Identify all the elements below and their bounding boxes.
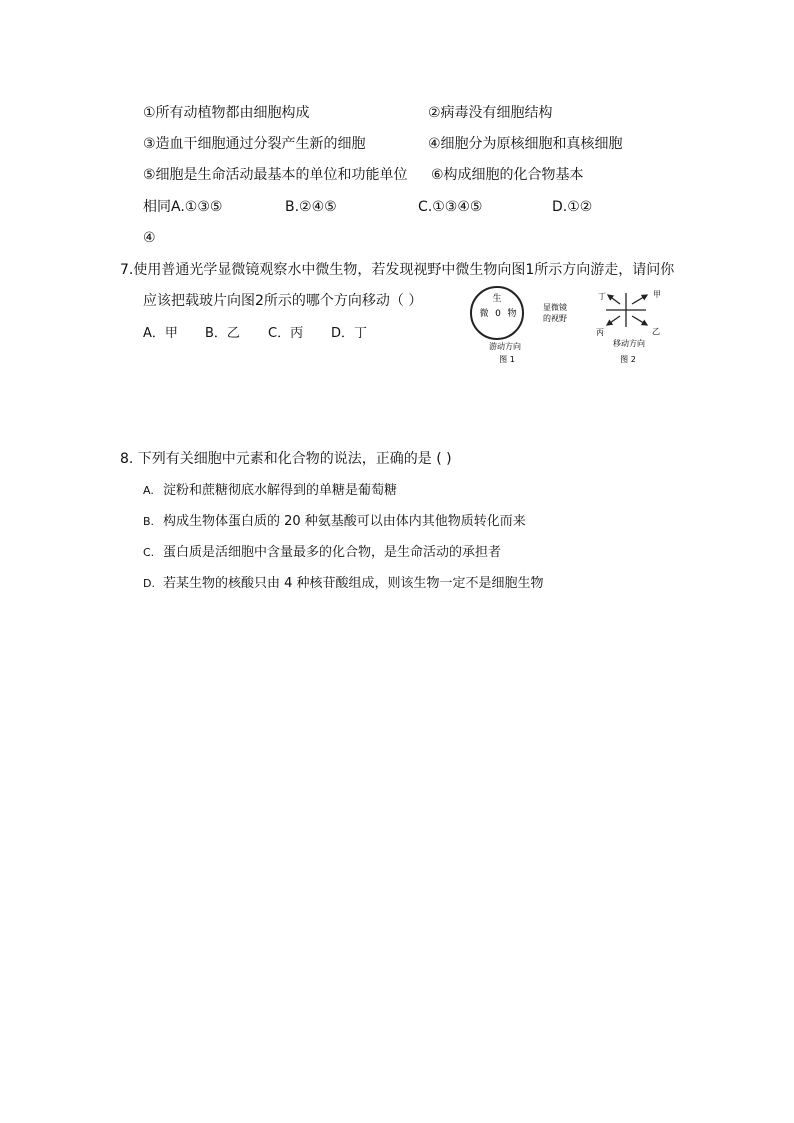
q8-stem: 8. 下列有关细胞中元素和化合物的说法，正确的是 ( ) [120, 451, 452, 467]
q8-option-a[interactable] [143, 481, 397, 501]
statement-3: ③造血干细胞通过分裂产生新的细胞 [143, 136, 366, 152]
q8-option-d[interactable] [143, 574, 544, 594]
q6-option-b[interactable]: B.②④⑤ [285, 199, 337, 215]
q7-option-b[interactable]: B．乙 [205, 326, 240, 341]
option-letter: A. [143, 484, 154, 497]
arrow-ding [608, 295, 620, 304]
figure-1-microscope-view [465, 283, 575, 369]
q8-option-b[interactable] [143, 512, 526, 532]
option-letter: D. [143, 577, 155, 590]
statement-4: ④细胞分为原核细胞和真核细胞 [428, 136, 623, 152]
option-text: 构成生物体蛋白质的 20 种氨基酸可以由体内其他物质转化而来 [163, 514, 526, 529]
q6-option-d-wrap: ④ [143, 230, 156, 246]
fig1-label-direction: 游动方向 [489, 342, 521, 351]
q7-option-d[interactable]: D．丁 [331, 326, 368, 341]
fig1-label-microscope: 显微镜 [543, 303, 567, 312]
q6-option-a[interactable]: 相同A.①③⑤ [143, 199, 223, 215]
q6-option-d[interactable]: D.①② [552, 199, 593, 215]
figure-2-direction-diagram [590, 285, 672, 369]
statement-1: ①所有动植物都由细胞构成 [143, 105, 310, 121]
q7-option-a[interactable]: A．甲 [143, 326, 178, 341]
q6-option-c[interactable]: C.①③④⑤ [418, 199, 483, 215]
statement-5: ⑤细胞是生命活动最基本的单位和功能单位 [143, 167, 408, 183]
q8-option-c[interactable] [143, 543, 501, 563]
arrow-jia [632, 295, 647, 304]
option-text: 蛋白质是活细胞中含量最多的化合物，是生命活动的承担者 [163, 545, 502, 560]
arrow-yi [632, 316, 647, 325]
arrow-bing [607, 316, 620, 325]
fig1-caption: 图 1 [499, 355, 515, 364]
q7-stem-line2: 应该把载玻片向图2所示的哪个方向移动（ ） [143, 293, 423, 309]
statement-2: ②病毒没有细胞结构 [428, 105, 553, 121]
option-letter: C. [143, 546, 155, 559]
dir-ding: 丁 [598, 292, 606, 301]
fig1-char-top: 生 [492, 294, 502, 304]
option-text: 若某生物的核酸只由 4 种核苷酸组成，则该生物一定不是细胞生物 [163, 576, 544, 591]
q7-option-c[interactable]: C．丙 [268, 326, 304, 341]
dir-bing: 丙 [596, 328, 604, 337]
fig1-label-field: 的视野 [543, 314, 567, 323]
fig2-caption: 图 2 [620, 355, 636, 364]
fig2-label-direction: 移动方向 [613, 339, 645, 348]
option-text: 淀粉和蔗糖彻底水解得到的单糖是葡萄糖 [163, 483, 398, 498]
fig1-char-left: 微 [479, 309, 489, 319]
fig1-char-right: 物 [507, 309, 517, 319]
dir-yi: 乙 [652, 327, 660, 336]
dir-jia: 甲 [653, 290, 661, 299]
statement-6: ⑥构成细胞的化合物基本 [431, 167, 584, 183]
fig1-char-center: 0 [495, 309, 501, 319]
q7-stem-line1: 7.使用普通光学显微镜观察水中微生物，若发现视野中微生物向图1所示方向游走，请问你 [120, 262, 675, 278]
option-letter: B. [143, 515, 155, 528]
